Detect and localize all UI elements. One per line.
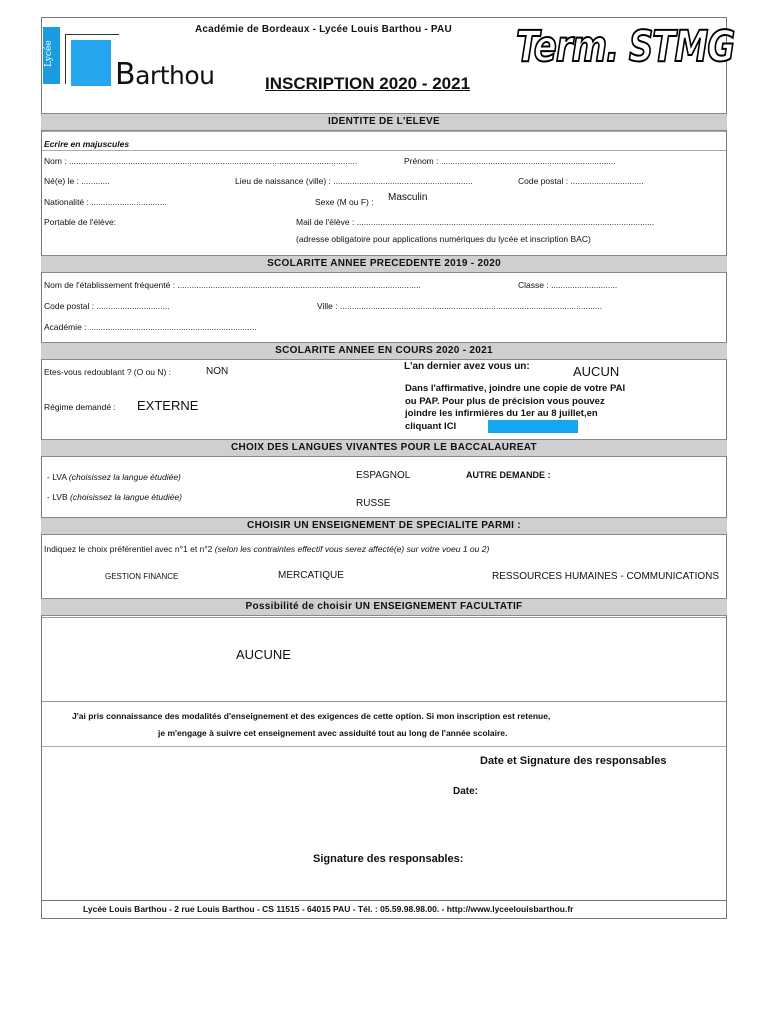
- lvb-text: - LVB: [47, 492, 68, 502]
- pai-line-1: Dans l'affirmative, joindre une copie de votre PAI: [405, 383, 626, 394]
- pai-line-4: cliquant ICI: [405, 421, 457, 432]
- lva-hint: (choisissez la langue étudiée): [68, 472, 181, 482]
- lvb-label: [47, 492, 182, 502]
- form-frame: [41, 17, 727, 919]
- regime-label: Régime demandé :: [44, 402, 116, 412]
- nationalite-field[interactable]: Nationalité : ................................: [44, 197, 167, 207]
- facultatif-box: [42, 617, 726, 702]
- footer-divider: [41, 900, 727, 901]
- lva-label: [47, 472, 181, 482]
- pai-line-3: joindre les infirmières du 1er au 8 juillet,en: [405, 408, 598, 419]
- regime-value[interactable]: EXTERNE: [137, 398, 199, 413]
- dernier-value[interactable]: AUCUN: [573, 364, 620, 379]
- logo-initial: B: [115, 57, 136, 92]
- mail-note: (adresse obligatoire pour applications numériques du lycée et inscription BAC): [296, 234, 591, 244]
- lieu-naissance-field[interactable]: Lieu de naissance (ville) : ...........................................................: [235, 176, 473, 186]
- etablissement-field[interactable]: Nom de l'établissement fréquenté : .......................................................................................................: [44, 280, 421, 290]
- logo-line-vertical: [65, 34, 66, 84]
- page-title: INSCRIPTION 2020 - 2021: [265, 74, 471, 93]
- redoublant-value[interactable]: NON: [206, 366, 229, 377]
- option-rh-communications[interactable]: RESSOURCES HUMAINES - COMMUNICATIONS: [492, 571, 720, 582]
- section-specialite: CHOISIR UN ENSEIGNEMENT DE SPECIALITE PARMI :: [41, 517, 727, 535]
- logo-square: [71, 40, 111, 86]
- lva-value[interactable]: ESPAGNOL: [356, 470, 411, 481]
- logo-vertical-text: Lycée: [44, 40, 54, 67]
- pai-line-2: ou PAP. Pour plus de précision vous pouvez: [405, 396, 605, 407]
- lva-text: - LVA: [47, 472, 67, 482]
- divider: [42, 150, 726, 151]
- prenom-field[interactable]: Prénom : ..........................................................................: [404, 156, 616, 166]
- classe-field[interactable]: Classe : ............................: [518, 280, 618, 290]
- footer-address: Lycée Louis Barthou - 2 rue Louis Barthou - CS 11515 - 64015 PAU - Tél. : 05.59.98.98.00. - http://www.lyceelouisbarthou.fr: [83, 904, 574, 914]
- dernier-label: L'an dernier avez vous un:: [404, 361, 530, 372]
- ville-field[interactable]: Ville : ...............................................................................................................: [317, 301, 603, 311]
- option-mercatique[interactable]: MERCATIQUE: [278, 570, 344, 581]
- sexe-value[interactable]: Masculin: [388, 192, 428, 203]
- portable-field[interactable]: Portable de l'élève:: [44, 217, 117, 227]
- logo-line-horizontal: [65, 34, 119, 35]
- mail-field[interactable]: Mail de l'élève : ..............................................................................................................................: [296, 217, 655, 227]
- class-badge: Term. STMG: [516, 22, 735, 72]
- engagement-line-2: je m'engage à suivre cet enseignement avec assiduité tout au long de l'année scolaire.: [158, 728, 508, 738]
- code-postal-prec-field[interactable]: Code postal : ...............................: [44, 301, 170, 311]
- section-scolarite-precedente: SCOLARITE ANNEE PRECEDENTE 2019 - 2020: [41, 255, 727, 273]
- lvb-hint: (choisissez la langue étudiée): [70, 492, 182, 502]
- signature-label[interactable]: Signature des responsables:: [313, 853, 464, 865]
- date-label[interactable]: Date:: [453, 786, 479, 797]
- section-scolarite-en-cours: SCOLARITE ANNEE EN COURS 2020 - 2021: [41, 342, 727, 360]
- facultatif-value[interactable]: AUCUNE: [236, 647, 291, 662]
- logo-name-rest: arthou: [135, 61, 215, 90]
- divider: [42, 746, 726, 747]
- section-identite: IDENTITE DE L'ELEVE: [41, 113, 727, 131]
- redoublant-label: Etes-vous redoublant ? (O ou N) :: [44, 367, 172, 377]
- indiquez-text: Indiquez le choix préférentiel avec n°1 et n°2: [44, 544, 213, 554]
- date-signature-label: Date et Signature des responsables: [480, 755, 667, 767]
- indiquez-hint: (selon les contraintes effectif vous serez affecté(e) sur votre voeu 1 ou 2): [214, 544, 490, 554]
- pai-link[interactable]: [488, 420, 578, 433]
- logo-bar: [43, 27, 60, 84]
- academie-field[interactable]: Académie : .......................................................................: [44, 322, 257, 332]
- instruction-majuscules: Ecrire en majuscules: [44, 139, 130, 149]
- section-langues: CHOIX DES LANGUES VIVANTES POUR LE BACCALAUREAT: [41, 439, 727, 457]
- sexe-label: Sexe (M ou F) :: [315, 197, 374, 207]
- logo-name: [115, 57, 214, 92]
- academie-header: Académie de Bordeaux - Lycée Louis Barthou - PAU: [195, 24, 452, 35]
- engagement-line-1: J'ai pris connaissance des modalités d'enseignement et des exigences de cette option. Si mon inscription est retenue,: [72, 711, 551, 721]
- nom-field[interactable]: Nom : ..........................................................................................................................: [44, 156, 358, 166]
- option-gestion-finance[interactable]: GESTION FINANCE: [105, 572, 179, 581]
- divider: [42, 131, 726, 132]
- code-postal-field[interactable]: Code postal : ...............................: [518, 176, 644, 186]
- date-naissance-field[interactable]: Né(e) le : ............: [44, 176, 110, 186]
- autre-demande-label: AUTRE DEMANDE :: [466, 470, 551, 480]
- lvb-value[interactable]: RUSSE: [356, 498, 391, 509]
- specialite-instruction: [44, 544, 489, 554]
- section-facultatif: Possibilité de choisir UN ENSEIGNEMENT FACULTATIF: [41, 598, 727, 616]
